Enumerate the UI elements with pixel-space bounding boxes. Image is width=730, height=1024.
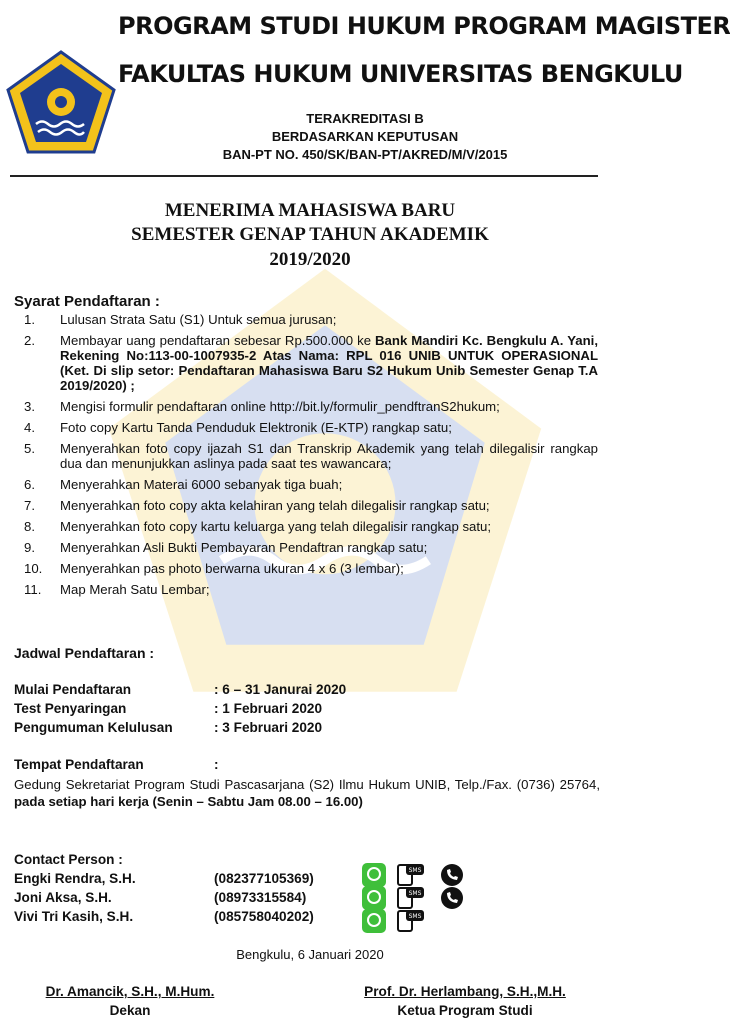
- list-item: 1. Lulusan Strata Satu (S1) Untuk semua jurusan;: [24, 312, 337, 327]
- list-item: 5. Menyerahkan foto copy ijazah S1 dan Transkrip Akademik yang telah dilegalisir rangkap dua dan menunjukkan aslinya pada saat tes wawancara;: [24, 441, 598, 471]
- sms-icon: [398, 910, 424, 931]
- list-item: 2. Membayar uang pendaftaran sebesar Rp.500.000 ke Bank Mandiri Kc. Bengkulu A. Yani, Rekening No:113-00-1007935-2 Atas Nama: RPL 016 UNIB UNTUK OPERASIONAL (Ket. Di slip setor: Pendaftaran Mahasiswa Baru S2 Hukum Unib Semester Genap T.A 2019/2020) ;: [24, 333, 598, 393]
- accreditation-line: BAN-PT NO. 450/SK/BAN-PT/AKRED/M/V/2015: [222, 147, 508, 162]
- accreditation-line: TERAKREDITASI B: [306, 111, 424, 126]
- list-item: 11. Map Merah Satu Lembar;: [24, 582, 210, 597]
- announcement-title: SEMESTER GENAP TAHUN AKADEMIK: [131, 224, 489, 245]
- signatory-role: Ketua Program Studi: [397, 1003, 533, 1018]
- whatsapp-icon: [362, 886, 386, 910]
- contact-row: Engki Rendra, S.H. (082377105369): [14, 871, 314, 886]
- place-heading: Tempat Pendaftaran :: [14, 757, 219, 772]
- university-logo: [6, 50, 116, 154]
- contact-row: Joni Aksa, S.H. (08973315584): [14, 890, 307, 905]
- signatory-name: Prof. Dr. Herlambang, S.H.,M.H.: [364, 984, 566, 999]
- document-date: Bengkulu, 6 Januari 2020: [236, 947, 384, 962]
- announcement-title: 2019/2020: [269, 249, 351, 270]
- contact-icons-row: [360, 908, 430, 934]
- requirements-heading: Syarat Pendaftaran :: [14, 293, 160, 310]
- requirements-list: [14, 312, 598, 603]
- svg-text:SMS: SMS: [408, 890, 422, 897]
- phone-icon: [441, 887, 463, 909]
- list-item: 3. Mengisi formulir pendaftaran online http://bit.ly/formulir_pendftranS2hukum;: [24, 399, 500, 414]
- signatory-role: Dekan: [109, 1003, 151, 1018]
- signatory-name: Dr. Amancik, S.H., M.Hum.: [45, 984, 215, 999]
- whatsapp-icon: [362, 863, 386, 887]
- schedule-row: Test Penyaringan : 1 Februari 2020: [14, 701, 323, 716]
- list-item: 6. Menyerahkan Materai 6000 sebanyak tiga buah;: [24, 477, 343, 492]
- list-item: 9. Menyerahkan Asli Bukti Pembayaran Pendaftran rangkap satu;: [24, 540, 428, 555]
- list-item: 7. Menyerahkan foto copy akta kelahiran yang telah dilegalisir rangkap satu;: [24, 498, 490, 513]
- header-faculty: FAKULTAS HUKUM UNIVERSITAS BENGKULU: [118, 60, 683, 88]
- announcement-title: MENERIMA MAHASISWA BARU: [164, 200, 456, 221]
- svg-text:SMS: SMS: [408, 913, 422, 920]
- sms-icon: [398, 864, 424, 885]
- svg-text:SMS: SMS: [408, 867, 422, 874]
- header-program: PROGRAM STUDI HUKUM PROGRAM MAGISTER: [118, 12, 730, 40]
- accreditation-line: BERDASARKAN KEPUTUSAN: [271, 129, 459, 144]
- place-details: Gedung Sekretariat Program Studi Pascasarjana (S2) Ilmu Hukum UNIB, Telp./Fax. (0736) 25764, pada setiap hari kerja (Senin – Sabtu Jam 08.00 – 16.00): [14, 777, 600, 809]
- whatsapp-icon: [362, 909, 386, 933]
- list-item: 4. Foto copy Kartu Tanda Penduduk Elektronik (E-KTP) rangkap satu;: [24, 420, 452, 435]
- schedule-heading: Jadwal Pendaftaran :: [14, 645, 155, 661]
- list-item: 10. Menyerahkan pas photo berwarna ukuran 4 x 6 (3 lembar);: [24, 561, 404, 576]
- header-divider: [10, 175, 598, 177]
- sms-icon: [398, 887, 424, 908]
- schedule-row: Mulai Pendaftaran : 6 – 31 Janurai 2020: [14, 682, 347, 697]
- list-item: 8. Menyerahkan foto copy kartu keluarga yang telah dilegalisir rangkap satu;: [24, 519, 492, 534]
- schedule-row: Pengumuman Kelulusan : 3 Februari 2020: [14, 720, 323, 735]
- phone-icon: [441, 864, 463, 886]
- contact-heading: Contact Person :: [14, 852, 123, 867]
- contact-row: Vivi Tri Kasih, S.H. (085758040202): [14, 909, 314, 924]
